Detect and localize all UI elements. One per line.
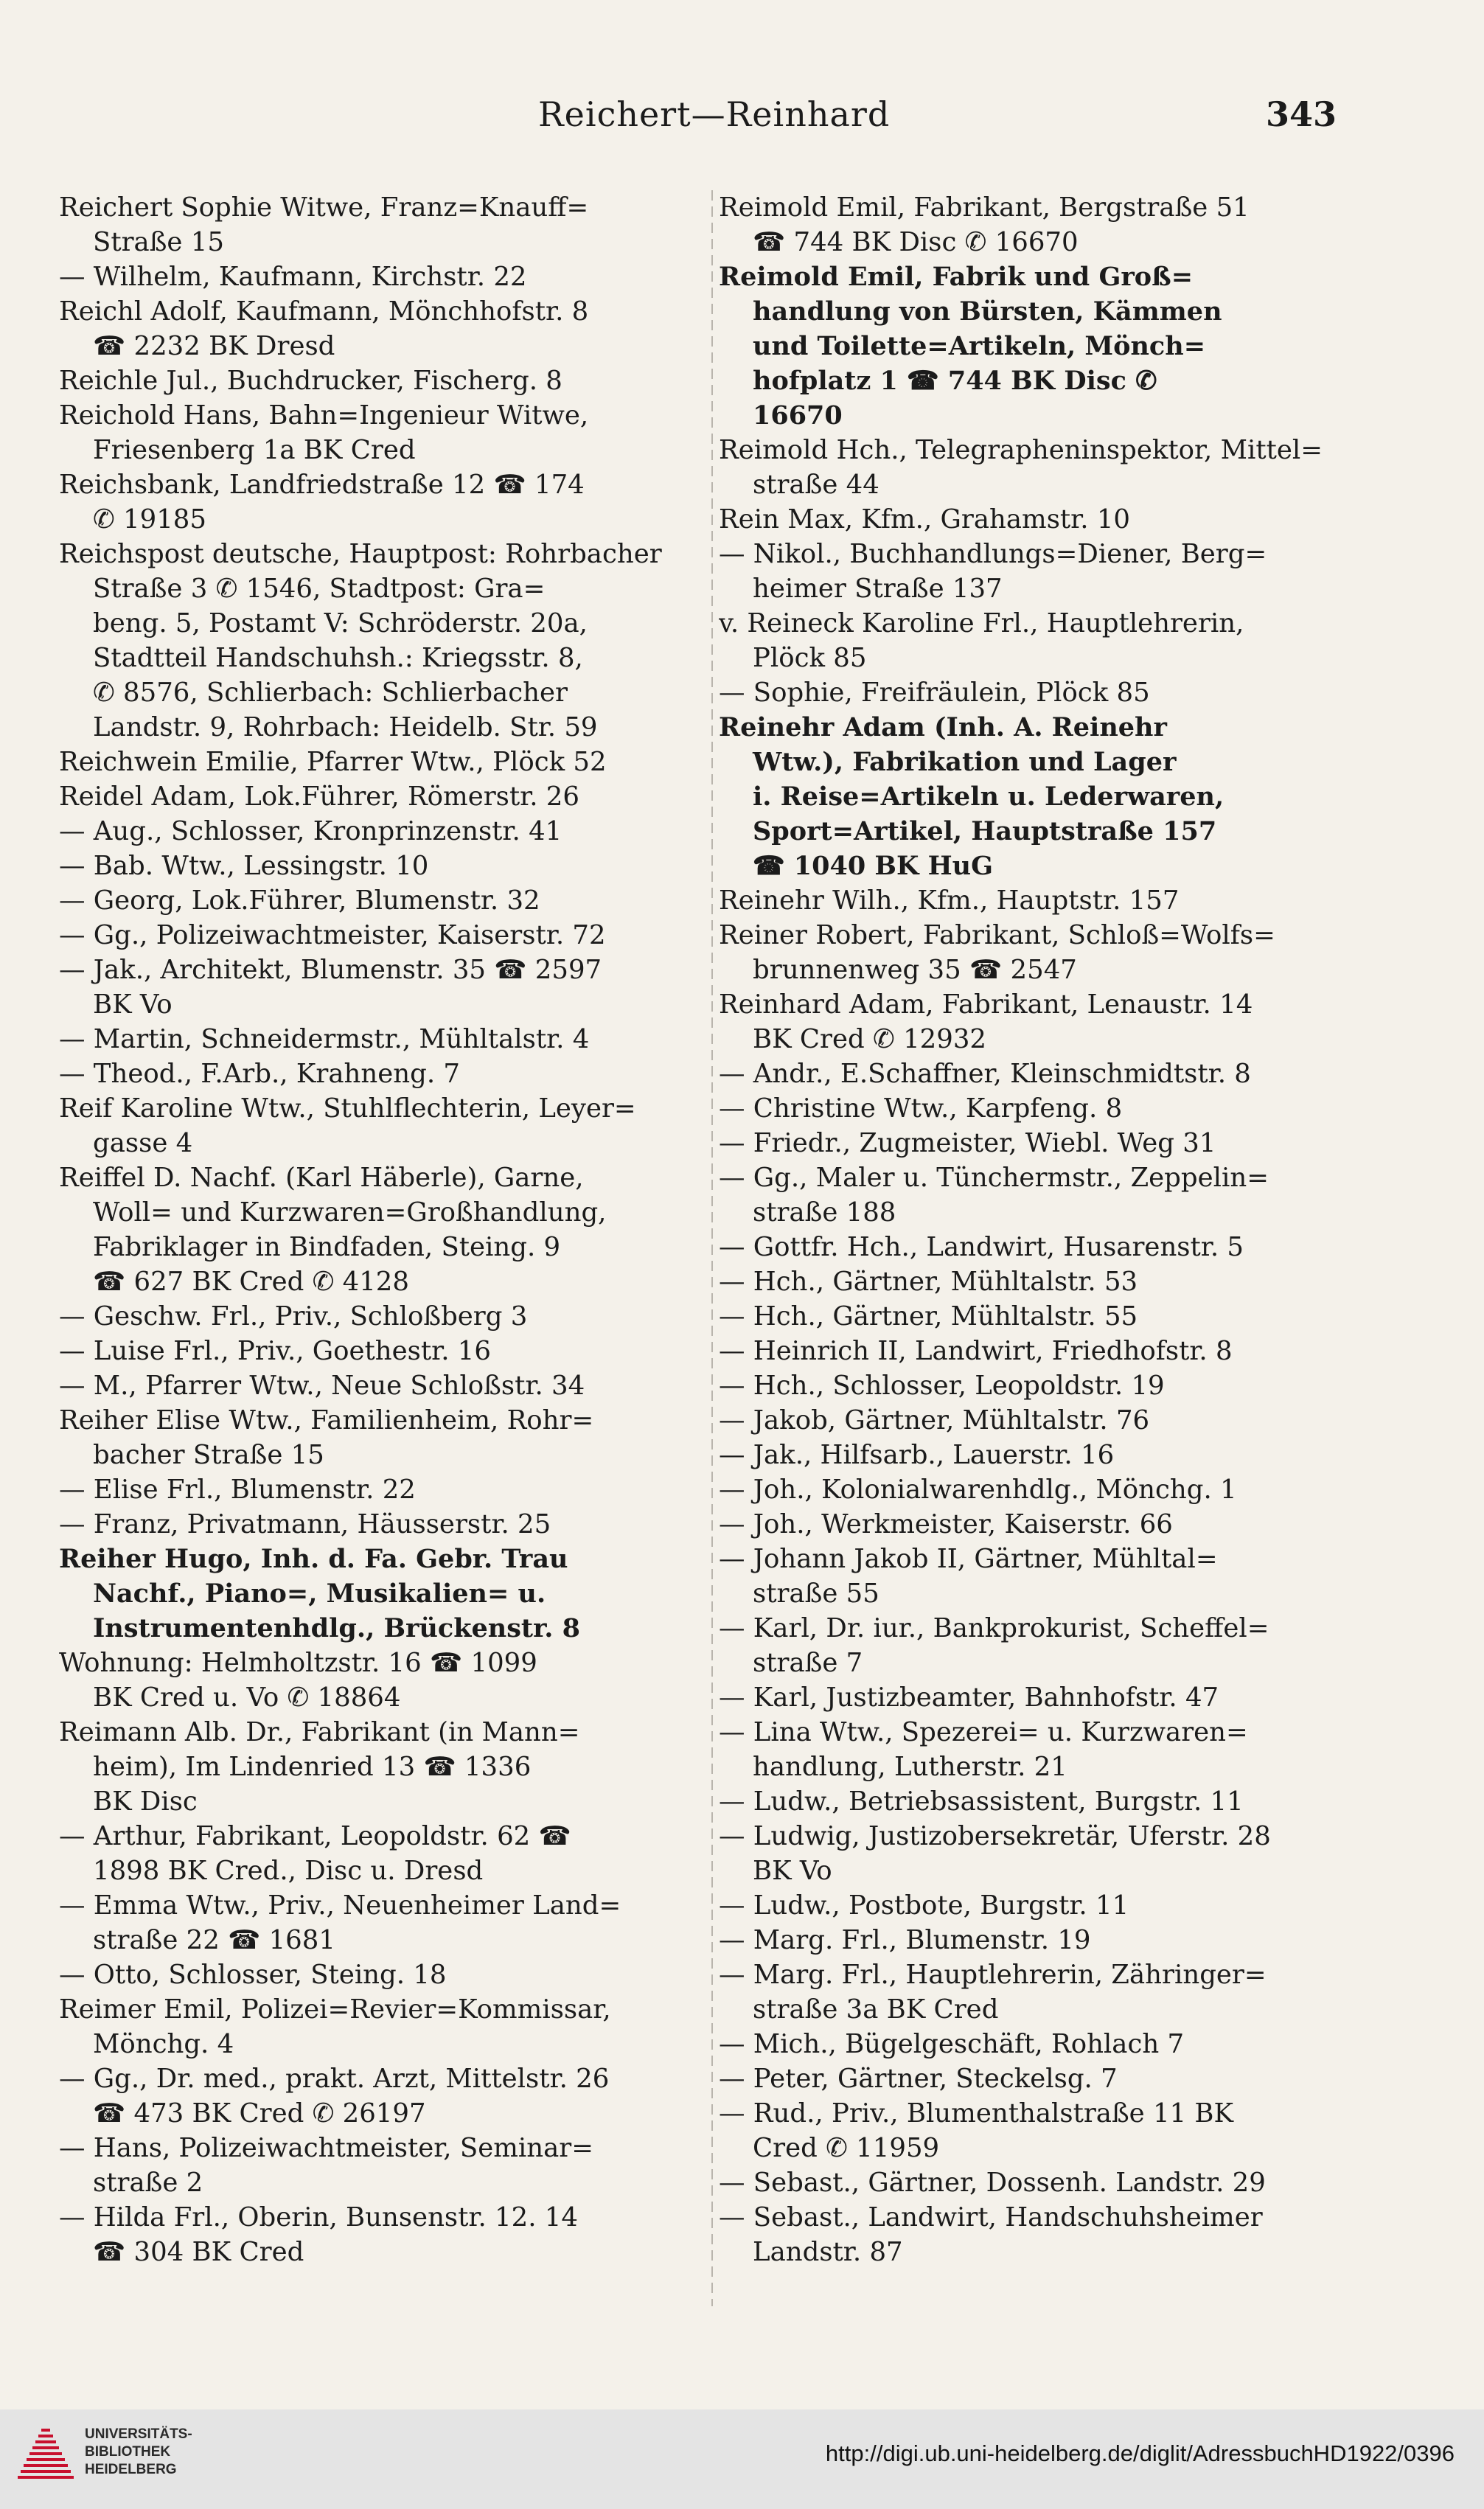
directory-entry (719, 883, 1419, 918)
entry-continuation-line: brunnenweg 35 ☎ 2547 (753, 955, 1077, 985)
entry-continuation-line: 16670 (753, 400, 843, 431)
entry-continuation-line: bacher Straße 15 (93, 1440, 324, 1470)
library-name-line: BIBLIOTHEK (85, 2444, 171, 2460)
entry-line: — Sebast., Gärtner, Dossenh. Landstr. 29 (719, 2168, 1266, 2198)
directory-entry (719, 675, 1419, 710)
entry-line: — Christine Wtw., Karpfeng. 8 (719, 1093, 1123, 1124)
left-column (59, 190, 708, 2321)
entry-continuation-line: straße 44 (753, 470, 879, 500)
entry-continuation-line: ☎ 1040 BK HuG (753, 851, 993, 881)
entry-line: — Johann Jakob II, Gärtner, Mühltal= (719, 1544, 1218, 1574)
entry-continuation-line: straße 188 (753, 1197, 896, 1228)
directory-entry (59, 1091, 708, 1160)
entry-continuation-line: ☎ 2232 BK Dresd (93, 331, 335, 361)
entry-continuation-line: hofplatz 1 ☎ 744 BK Disc ✆ (753, 366, 1157, 396)
directory-entry (59, 1542, 708, 1646)
entry-line: — Ludw., Betriebsassistent, Burgstr. 11 (719, 1786, 1244, 1817)
entry-line: Reichold Hans, Bahn=Ingenieur Witwe, (59, 400, 589, 431)
directory-entry (719, 2165, 1419, 2200)
directory-entry (719, 1611, 1419, 1680)
entry-line: Wohnung: Helmholtzstr. 16 ☎ 1099 (59, 1648, 537, 1678)
directory-entry (719, 1715, 1419, 1784)
footer-bar (0, 2409, 1484, 2509)
entry-line: Reimann Alb. Dr., Fabrikant (in Mann= (59, 1717, 580, 1747)
directory-entry (59, 1819, 708, 1888)
entry-line: Reimold Emil, Fabrik und Groß= (719, 262, 1194, 292)
entry-continuation-line: straße 7 (753, 1648, 863, 1678)
entry-line: — Karl, Dr. iur., Bankprokurist, Scheffel= (719, 1613, 1269, 1643)
directory-entry (719, 1368, 1419, 1403)
entry-line: Reichspost deutsche, Hauptpost: Rohrbacher (59, 539, 662, 569)
directory-entry (719, 918, 1419, 987)
entry-continuation-line: und Toilette=Artikeln, Mönch= (753, 331, 1206, 361)
directory-entry (59, 190, 708, 260)
entry-continuation-line: straße 55 (753, 1579, 879, 1609)
directory-entry (59, 918, 708, 953)
entry-line: — Marg. Frl., Blumenstr. 19 (719, 1925, 1091, 1955)
entry-line: Reiffel D. Nachf. (Karl Häberle), Garne, (59, 1163, 584, 1193)
directory-entry (59, 953, 708, 1022)
directory-entry (59, 1888, 708, 1958)
directory-entry (719, 1819, 1419, 1888)
entry-continuation-line: beng. 5, Postamt V: Schröderstr. 20a, (93, 608, 588, 638)
directory-entry (59, 2131, 708, 2200)
directory-entry (719, 1403, 1419, 1438)
entry-line: Reiher Elise Wtw., Familienheim, Rohr= (59, 1405, 594, 1436)
entry-line: — Karl, Justizbeamter, Bahnhofstr. 47 (719, 1682, 1219, 1713)
entry-line: Reinehr Adam (Inh. A. Reinehr (719, 712, 1167, 742)
entry-line: Reichsbank, Landfriedstraße 12 ☎ 174 (59, 470, 585, 500)
entry-line: — Rud., Priv., Blumenthalstraße 11 BK (719, 2098, 1234, 2129)
directory-entry (719, 537, 1419, 606)
entry-line: — Hch., Gärtner, Mühltalstr. 53 (719, 1267, 1138, 1297)
directory-entry (59, 849, 708, 883)
entry-continuation-line: Plöck 85 (753, 643, 867, 673)
entry-line: Reinehr Wilh., Kfm., Hauptstr. 157 (719, 885, 1180, 916)
entry-line: Reichl Adolf, Kaufmann, Mönchhofstr. 8 (59, 296, 589, 327)
right-column (719, 190, 1419, 2321)
entry-continuation-line: Stadtteil Handschuhsh.: Kriegsstr. 8, (93, 643, 583, 673)
entry-continuation-line: Woll= und Kurzwaren=Großhandlung, (93, 1197, 607, 1228)
entry-line: — Nikol., Buchhandlungs=Diener, Berg= (719, 539, 1267, 569)
entry-line: — Ludwig, Justizobersekretär, Uferstr. 28 (719, 1821, 1271, 1851)
directory-entry (719, 1923, 1419, 1958)
directory-entry (719, 2096, 1419, 2165)
entry-line: — Geschw. Frl., Priv., Schloßberg 3 (59, 1301, 528, 1332)
directory-entry (719, 1472, 1419, 1507)
directory-entry (59, 779, 708, 814)
entry-line: — Lina Wtw., Spezerei= u. Kurzwaren= (719, 1717, 1248, 1747)
directory-entry (59, 1992, 708, 2061)
entry-continuation-line: BK Vo (753, 1856, 832, 1886)
directory-entry (59, 1160, 708, 1299)
entry-continuation-line: Nachf., Piano=, Musikalien= u. (93, 1579, 546, 1609)
entry-line: Reichwein Emilie, Pfarrer Wtw., Plöck 52 (59, 747, 607, 777)
directory-entry (719, 1091, 1419, 1126)
entry-line: — M., Pfarrer Wtw., Neue Schloßstr. 34 (59, 1371, 585, 1401)
entry-line: — Elise Frl., Blumenstr. 22 (59, 1475, 416, 1505)
entry-line: — Ludw., Postbote, Burgstr. 11 (719, 1890, 1129, 1921)
entry-continuation-line: ✆ 8576, Schlierbach: Schlierbacher (93, 678, 568, 708)
directory-entry (719, 1334, 1419, 1368)
library-name (85, 2426, 192, 2479)
directory-entry (59, 537, 708, 745)
directory-entry (719, 1230, 1419, 1264)
entry-continuation-line: 1898 BK Cred., Disc u. Dresd (93, 1856, 484, 1886)
directory-entry (59, 1299, 708, 1334)
entry-continuation-line: BK Disc (93, 1786, 198, 1817)
directory-entry (59, 814, 708, 849)
entry-line: Reimer Emil, Polizei=Revier=Kommissar, (59, 1994, 611, 2025)
entry-line: — Jak., Architekt, Blumenstr. 35 ☎ 2597 (59, 955, 602, 985)
directory-entry (719, 1299, 1419, 1334)
entry-line: — Joh., Kolonialwarenhdlg., Mönchg. 1 (719, 1475, 1237, 1505)
entry-line: — Arthur, Fabrikant, Leopoldstr. 62 ☎ (59, 1821, 571, 1851)
directory-entry (59, 1057, 708, 1091)
entry-line: Reimold Emil, Fabrikant, Bergstraße 51 (719, 192, 1250, 223)
entry-line: Reichle Jul., Buchdrucker, Fischerg. 8 (59, 366, 562, 396)
entry-continuation-line: ✆ 19185 (93, 504, 206, 535)
directory-entry (719, 2061, 1419, 2096)
entry-continuation-line: Fabriklager in Bindfaden, Steing. 9 (93, 1232, 561, 1262)
entry-line: — Gg., Maler u. Tünchermstr., Zeppelin= (719, 1163, 1269, 1193)
entry-line: — Friedr., Zugmeister, Wiebl. Weg 31 (719, 1128, 1216, 1158)
entry-line: — Georg, Lok.Führer, Blumenstr. 32 (59, 885, 540, 916)
directory-entry (59, 260, 708, 294)
directory-entry (719, 1057, 1419, 1091)
entry-continuation-line: heim), Im Lindenried 13 ☎ 1336 (93, 1752, 532, 1782)
entry-line: — Wilhelm, Kaufmann, Kirchstr. 22 (59, 262, 527, 292)
source-url-link[interactable]: http://digi.ub.uni-heidelberg.de/diglit/AdressbuchHD1922/0396 (825, 2440, 1455, 2466)
directory-columns (59, 190, 1423, 2321)
directory-entry (59, 1958, 708, 1992)
entry-line: v. Reineck Karoline Frl., Hauptlehrerin, (719, 608, 1244, 638)
entry-line: Reif Karoline Wtw., Stuhlflechterin, Leyer= (59, 1093, 636, 1124)
entry-line: — Hilda Frl., Oberin, Bunsenstr. 12. 14 (59, 2202, 578, 2233)
entry-continuation-line: Mönchg. 4 (93, 2029, 234, 2059)
entry-continuation-line: Cred ✆ 11959 (753, 2133, 940, 2163)
entry-continuation-line: Straße 15 (93, 227, 224, 257)
directory-entry (59, 1715, 708, 1819)
entry-line: Reiner Robert, Fabrikant, Schloß=Wolfs= (719, 920, 1275, 950)
entry-continuation-line: Landstr. 87 (753, 2237, 903, 2267)
entry-line: Reichert Sophie Witwe, Franz=Knauff= (59, 192, 589, 223)
entry-continuation-line: Wtw.), Fabrikation und Lager (753, 747, 1177, 777)
directory-entry (719, 1542, 1419, 1611)
entry-continuation-line: Friesenberg 1a BK Cred (93, 435, 416, 465)
directory-entry (719, 1784, 1419, 1819)
entry-line: Reinhard Adam, Fabrikant, Lenaustr. 14 (719, 989, 1253, 1020)
directory-entry (719, 1507, 1419, 1542)
library-name-line: UNIVERSITÄTS- (85, 2426, 192, 2442)
entry-continuation-line: BK Cred u. Vo ✆ 18864 (93, 1682, 401, 1713)
entry-continuation-line: Instrumentenhdlg., Brückenstr. 8 (93, 1613, 581, 1643)
entry-line: — Franz, Privatmann, Häusserstr. 25 (59, 1509, 551, 1539)
entry-line: — Theod., F.Arb., Krahneng. 7 (59, 1059, 460, 1089)
directory-entry (719, 987, 1419, 1057)
entry-line: — Hch., Gärtner, Mühltalstr. 55 (719, 1301, 1138, 1332)
entry-continuation-line: straße 22 ☎ 1681 (93, 1925, 335, 1955)
entry-continuation-line: gasse 4 (93, 1128, 193, 1158)
entry-line: — Bab. Wtw., Lessingstr. 10 (59, 851, 429, 881)
directory-entry (719, 1888, 1419, 1923)
entry-line: — Gottfr. Hch., Landwirt, Husarenstr. 5 (719, 1232, 1244, 1262)
directory-entry (59, 1368, 708, 1403)
page-header (0, 87, 1484, 153)
directory-entry (59, 2200, 708, 2269)
library-seal-icon (16, 2424, 75, 2491)
entry-line: — Andr., E.Schaffner, Kleinschmidtstr. 8 (719, 1059, 1251, 1089)
directory-entry (59, 467, 708, 537)
entry-continuation-line: straße 3a BK Cred (753, 1994, 999, 2025)
running-title: Reichert—Reinhard (538, 94, 891, 134)
entry-line: — Peter, Gärtner, Steckelsg. 7 (719, 2064, 1118, 2094)
entry-line: Rein Max, Kfm., Grahamstr. 10 (719, 504, 1130, 535)
directory-entry (719, 1680, 1419, 1715)
entry-continuation-line: Sport=Artikel, Hauptstraße 157 (753, 816, 1217, 846)
entry-continuation-line: straße 2 (93, 2168, 203, 2198)
entry-continuation-line: ☎ 473 BK Cred ✆ 26197 (93, 2098, 426, 2129)
entry-continuation-line: Landstr. 9, Rohrbach: Heidelb. Str. 59 (93, 712, 598, 742)
directory-entry (59, 1403, 708, 1472)
entry-continuation-line: i. Reise=Artikeln u. Lederwaren, (753, 782, 1225, 812)
entry-line: — Mich., Bügelgeschäft, Rohlach 7 (719, 2029, 1185, 2059)
entry-continuation-line: ☎ 744 BK Disc ✆ 16670 (753, 227, 1079, 257)
entry-line: — Hch., Schlosser, Leopoldstr. 19 (719, 1371, 1165, 1401)
directory-entry (59, 294, 708, 363)
directory-entry (719, 433, 1419, 502)
entry-line: — Martin, Schneidermstr., Mühltalstr. 4 (59, 1024, 590, 1054)
directory-entry (719, 1126, 1419, 1160)
directory-entry (719, 190, 1419, 260)
entry-line: — Joh., Werkmeister, Kaiserstr. 66 (719, 1509, 1173, 1539)
entry-continuation-line: BK Vo (93, 989, 173, 1020)
entry-line: — Sebast., Landwirt, Handschuhsheimer (719, 2202, 1263, 2233)
column-divider (711, 190, 713, 2306)
entry-continuation-line: Straße 3 ✆ 1546, Stadtpost: Gra= (93, 574, 546, 604)
entry-continuation-line: ☎ 627 BK Cred ✆ 4128 (93, 1267, 409, 1297)
directory-entry (59, 1334, 708, 1368)
entry-line: — Emma Wtw., Priv., Neuenheimer Land= (59, 1890, 621, 1921)
entry-continuation-line: ☎ 304 BK Cred (93, 2237, 304, 2267)
page-number: 343 (1265, 94, 1337, 134)
entry-line: — Luise Frl., Priv., Goethestr. 16 (59, 1336, 491, 1366)
directory-entry (719, 1160, 1419, 1230)
directory-entry (59, 363, 708, 398)
directory-entry (719, 260, 1419, 433)
directory-entry (719, 2027, 1419, 2061)
directory-entry (719, 606, 1419, 675)
directory-entry (719, 1438, 1419, 1472)
entry-line: — Marg. Frl., Hauptlehrerin, Zähringer= (719, 1960, 1267, 1990)
entry-continuation-line: heimer Straße 137 (753, 574, 1003, 604)
directory-entry (59, 2061, 708, 2131)
directory-entry (59, 1022, 708, 1057)
entry-line: Reimold Hch., Telegrapheninspektor, Mittel= (719, 435, 1323, 465)
entry-line: Reiher Hugo, Inh. d. Fa. Gebr. Trau (59, 1544, 568, 1574)
directory-entry (719, 1958, 1419, 2027)
entry-line: — Gg., Polizeiwachtmeister, Kaiserstr. 72 (59, 920, 606, 950)
directory-entry (719, 710, 1419, 883)
entry-line: — Jak., Hilfsarb., Lauerstr. 16 (719, 1440, 1115, 1470)
directory-entry (59, 883, 708, 918)
directory-entry (719, 502, 1419, 537)
entry-line: — Otto, Schlosser, Steing. 18 (59, 1960, 447, 1990)
directory-entry (59, 745, 708, 779)
entry-line: — Gg., Dr. med., prakt. Arzt, Mittelstr. 26 (59, 2064, 610, 2094)
directory-entry (59, 1646, 708, 1715)
entry-line: — Jakob, Gärtner, Mühltalstr. 76 (719, 1405, 1150, 1436)
entry-line: Reidel Adam, Lok.Führer, Römerstr. 26 (59, 782, 579, 812)
entry-line: — Hans, Polizeiwachtmeister, Seminar= (59, 2133, 593, 2163)
entry-line: — Aug., Schlosser, Kronprinzenstr. 41 (59, 816, 562, 846)
entry-line: — Heinrich II, Landwirt, Friedhofstr. 8 (719, 1336, 1233, 1366)
library-name-line: HEIDELBERG (85, 2462, 177, 2477)
directory-entry (59, 1507, 708, 1542)
entry-continuation-line: handlung, Lutherstr. 21 (753, 1752, 1067, 1782)
entry-line: — Sophie, Freifräulein, Plöck 85 (719, 678, 1150, 708)
directory-entry (59, 1472, 708, 1507)
directory-entry (59, 398, 708, 467)
directory-entry (719, 1264, 1419, 1299)
entry-continuation-line: BK Cred ✆ 12932 (753, 1024, 987, 1054)
entry-continuation-line: handlung von Bürsten, Kämmen (753, 296, 1222, 327)
directory-entry (719, 2200, 1419, 2269)
